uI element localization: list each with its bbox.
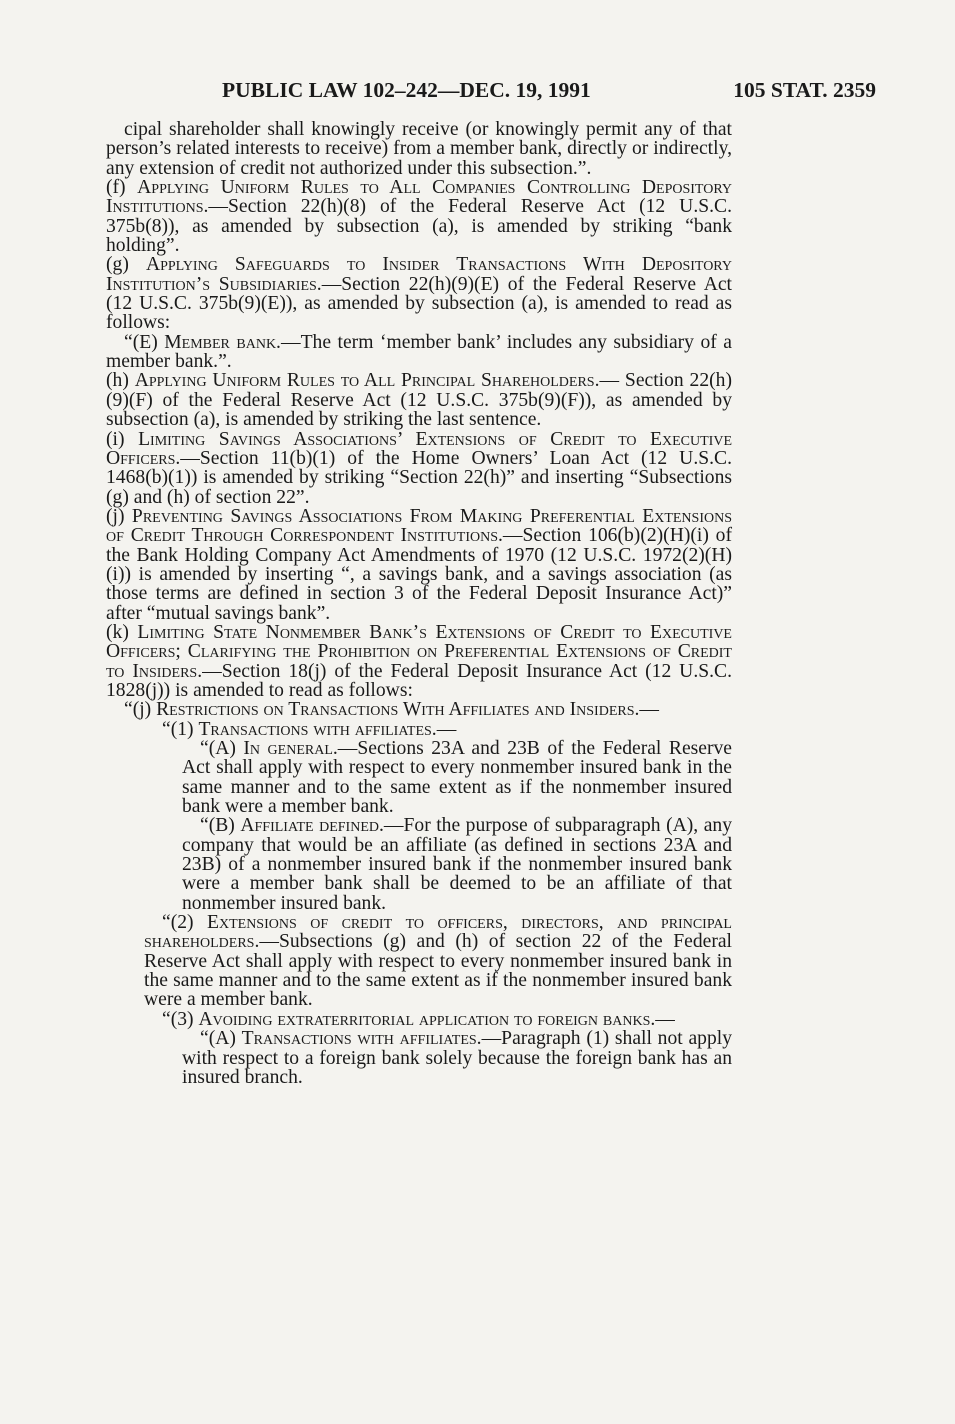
- subparagraph-heading: Transactions with affiliates.: [241, 1028, 482, 1050]
- subsection-heading: Limiting Savings Associations’ Extensions of Credit to Executive Officers.: [106, 428, 732, 469]
- quoted-subparagraph-1A: “(A) In general.—Sections 23A and 23B of the Federal Reserve Act shall apply with respect to every nonmember insured bank in the same manner and to the same extent as if the nonmember insured bank were a member bank.: [182, 738, 732, 818]
- subsection-heading: Applying Uniform Rules to All Companies Controlling Depository Institutions.: [106, 177, 732, 218]
- quoted-paragraph-3: “(3) Avoiding extraterritorial application to foreign banks.—: [162, 1008, 675, 1030]
- subsection-g: (g) Applying Safeguards to Insider Transactions With Depository Institution’s Subsidiaries.—Section 22(h)(9)(E) of the Federal Reserve Act (12 U.S.C. 375b(9)(E)), as amended by subsection (a), is amended to read as follows:: [106, 254, 733, 334]
- subsection-j: (j) Preventing Savings Associations From Making Preferential Extensions of Credit Through Correspondent Institutions.—Section 106(b)(2)(H)(i) of the Bank Holding Company Act Amendments of 1970 (12 U.S.C. 1972(2)(H)(i)) is amended by inserting “, a savings bank, and a savings association (as those terms are defined in section 3 of the Federal Deposit Insurance Act)” after “mutual savings bank”.: [106, 505, 733, 624]
- subparagraph-heading: Affiliate defined.: [240, 815, 384, 837]
- paragraph-heading: Extensions of credit to officers, directors, and principal shareholders.: [144, 912, 732, 953]
- page-header: [106, 78, 876, 108]
- subsection-f: (f) Applying Uniform Rules to All Companies Controlling Depository Institutions.—Section 22(h)(8) of the Federal Reserve Act (12 U.S.C. 375b(8)), as amended by subsection (a), is amended by striking “bank holding”.: [106, 177, 732, 257]
- subparagraph-heading: In general.: [243, 738, 338, 759]
- subsection-k: (k) Limiting State Nonmember Bank’s Extensions of Credit to Executive Officers; Clarifying the Prohibition on Preferential Extensions of Credit to Insiders.—Section 18(j) of the Federal Deposit Insurance Act (12 U.S.C. 1828(j)) is amended to read as follows:: [106, 621, 732, 701]
- subsection-heading: Preventing Savings Associations From Making Preferential Extensions of Credit Through Correspondent Institutions.: [106, 505, 732, 547]
- quoted-subparagraph-1B: “(B) Affiliate defined.—For the purpose of subparagraph (A), any company that would be an affiliate (as defined in sections 23A and 23B) of a nonmember insured bank if the nonmember insured bank were a member bank shall be deemed to be an affiliate of that nonmember insured bank.: [182, 815, 732, 914]
- subsection-i: (i) Limiting Savings Associations’ Extensions of Credit to Executive Officers.—Section 11(b)(1) of the Home Owners’ Loan Act (12 U.S.C. 1468(b)(1)) is amended by striking “Section 22(h)” and inserting “Subsections (g) and (h) of section 22”.: [106, 428, 732, 508]
- law-title: PUBLIC LAW 102–242—DEC. 19, 1991: [222, 78, 591, 102]
- paragraph-heading: Transactions with affiliates.: [198, 718, 437, 740]
- stat-reference: 105 STAT. 2359: [733, 78, 876, 102]
- paragraph-heading: Avoiding extraterritorial application to foreign banks.: [198, 1008, 656, 1030]
- subsection-h: (h) Applying Uniform Rules to All Principal Shareholders.— Section 22(h)(9)(F) of the Federal Reserve Act (12 U.S.C. 375b(9)(F)), as amended by subsection (a), is amended by striking the last sentence.: [106, 370, 732, 431]
- quoted-paragraph-1: “(1) Transactions with affiliates.—: [162, 718, 457, 740]
- document-body: [106, 120, 732, 1087]
- paragraph-continuation: cipal shareholder shall knowingly receive (or knowingly permit any of that person’s related interests to receive) from a member bank, directly or indirectly, any extension of credit not authorized under this subsection.”.: [106, 119, 732, 179]
- quoted-subparagraph-3A: “(A) Transactions with affiliates.—Paragraph (1) shall not apply with respect to a foreign bank solely because the foreign bank has an insured branch.: [182, 1028, 732, 1088]
- subsection-heading: Applying Uniform Rules to All Principal Shareholders.: [134, 370, 600, 392]
- quoted-subsection-j: “(j) Restrictions on Transactions With Affiliates and Insiders.—: [124, 699, 659, 721]
- paragraph-heading: Member bank.: [164, 331, 281, 353]
- subsection-heading: Applying Safeguards to Insider Transactions With Depository Institution’s Subsidiaries.: [106, 254, 732, 295]
- subsection-heading: Restrictions on Transactions With Affiliates and Insiders.: [156, 699, 640, 721]
- quoted-paragraph-2: “(2) Extensions of credit to officers, directors, and principal shareholders.—Subsections (g) and (h) of section 22 of the Federal Reserve Act shall apply with respect to every nonmember insured bank in the same manner and to the same extent as if the nonmember insured bank were a member bank.: [144, 912, 732, 1011]
- quoted-paragraph-E: “(E) Member bank.—The term ‘member bank’ includes any subsidiary of a member bank.”.: [106, 331, 732, 373]
- subsection-heading: Limiting State Nonmember Bank’s Extensions of Credit to Executive Officers; Clarifying the Prohibition on Preferential Extensions of Credit to Insiders.: [106, 621, 732, 682]
